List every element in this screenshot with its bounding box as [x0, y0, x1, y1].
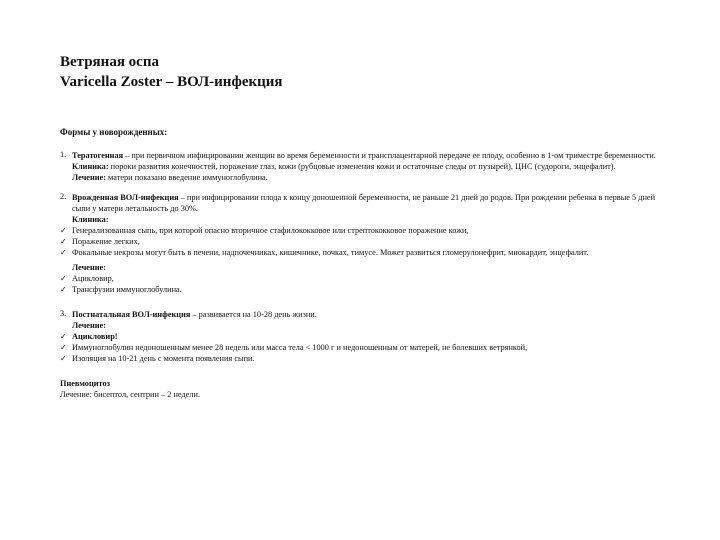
- treatment-label: Лечение:: [72, 263, 106, 272]
- check-icon: ✓: [60, 274, 67, 283]
- check-icon: ✓: [60, 237, 67, 246]
- list-item: [60, 247, 660, 258]
- list-item: [60, 353, 660, 364]
- title-line-1: Ветряная оспа: [60, 54, 159, 70]
- footer-heading: Пневмоцитоз: [60, 379, 110, 388]
- treatment-label: Лечение:: [72, 173, 106, 182]
- forms-heading: Формы у новорожденных:: [60, 127, 168, 137]
- clinic-paragraph: [72, 161, 660, 172]
- list-item-text: Ацикловир,: [72, 274, 114, 283]
- pneumocystosis-block: [60, 378, 660, 400]
- page-title: [60, 52, 660, 92]
- list-item-text: Генерализованная сыпь, при которой опасно вторичное стафилококковое или стрептококковое поражение кожи,: [72, 226, 469, 235]
- section-title: Врожденная ВОЛ-инфекция: [72, 193, 179, 202]
- footer-treatment: Лечение: бисептол, сентрин – 2 недели.: [60, 390, 201, 399]
- section-number: 2.: [60, 192, 67, 201]
- treatment-label: Лечение:: [72, 321, 106, 330]
- section-text: – при инфицировании плода к концу доношенной беременности, не раньше 21 дней до родов. При рождении ребенка в первые 5 дней сыпи у матери летальность до 30%.: [72, 193, 656, 213]
- section-intro: [72, 150, 660, 161]
- section-intro: [72, 309, 660, 320]
- section-intro: [72, 192, 660, 214]
- treatment-paragraph: [72, 172, 660, 183]
- list-item-text: Изоляция на 10-21 день с момента появления сыпи.: [72, 354, 255, 363]
- list-item-text: Ацикловир!: [72, 332, 118, 341]
- title-line-2: Varicella Zoster – ВОЛ-инфекция: [60, 74, 283, 90]
- section-title: Тератогенная: [72, 151, 124, 160]
- check-icon: ✓: [60, 285, 67, 294]
- check-icon: ✓: [60, 343, 67, 352]
- list-item-text: Трансфузии иммуноглобулина.: [72, 285, 182, 294]
- list-item-text: Фокальные некрозы могут быть в печени, надпочечниках, кишечнике, почках, тимусе. Может развиться гломерулонефрит, миокардит, энцефалит.: [72, 248, 589, 257]
- list-item: [60, 331, 660, 342]
- section-number: 1.: [60, 150, 67, 159]
- list-item: [60, 284, 660, 295]
- section-congenital: [60, 192, 660, 225]
- section-number: 3.: [60, 309, 67, 318]
- section-text: – развивается на 10-28 день жизни.: [190, 310, 317, 319]
- treatment-text: матери показано введение иммуноглобулина.: [105, 173, 268, 182]
- list-item-text: Поражение легких,: [72, 237, 140, 246]
- list-item-text: Иммуноглобулин недоношенным менее 28 недель или масса тела < 1000 г и недоношенным от матерей, не болевших ветрянкой,: [72, 343, 528, 352]
- clinic-label: Клиника:: [72, 162, 109, 171]
- check-icon: ✓: [60, 226, 67, 235]
- section-title: Постнатальная ВОЛ-инфекция: [72, 310, 191, 319]
- check-icon: ✓: [60, 332, 67, 341]
- list-item: [60, 236, 660, 247]
- section-text: – при первичном инфицировании женщин во время беременности и трансплацентарной передаче ее плоду, особенно в 1-ом триместре беременности.: [123, 151, 656, 160]
- check-icon: ✓: [60, 248, 67, 257]
- check-icon: ✓: [60, 354, 67, 363]
- clinic-text: пороки развития конечностей, поражение глаз, кожи (рубцовые изменения кожи и остаточные следы от пузырей), ЦНС (судороги, энцефалит).: [108, 162, 616, 171]
- list-item: [60, 225, 660, 236]
- section-postnatal: [60, 309, 660, 331]
- clinic-label: Клиника:: [72, 215, 109, 224]
- section-teratogenic: [60, 150, 660, 183]
- list-item: [60, 342, 660, 353]
- list-item: [60, 273, 660, 284]
- document-page: [60, 52, 660, 400]
